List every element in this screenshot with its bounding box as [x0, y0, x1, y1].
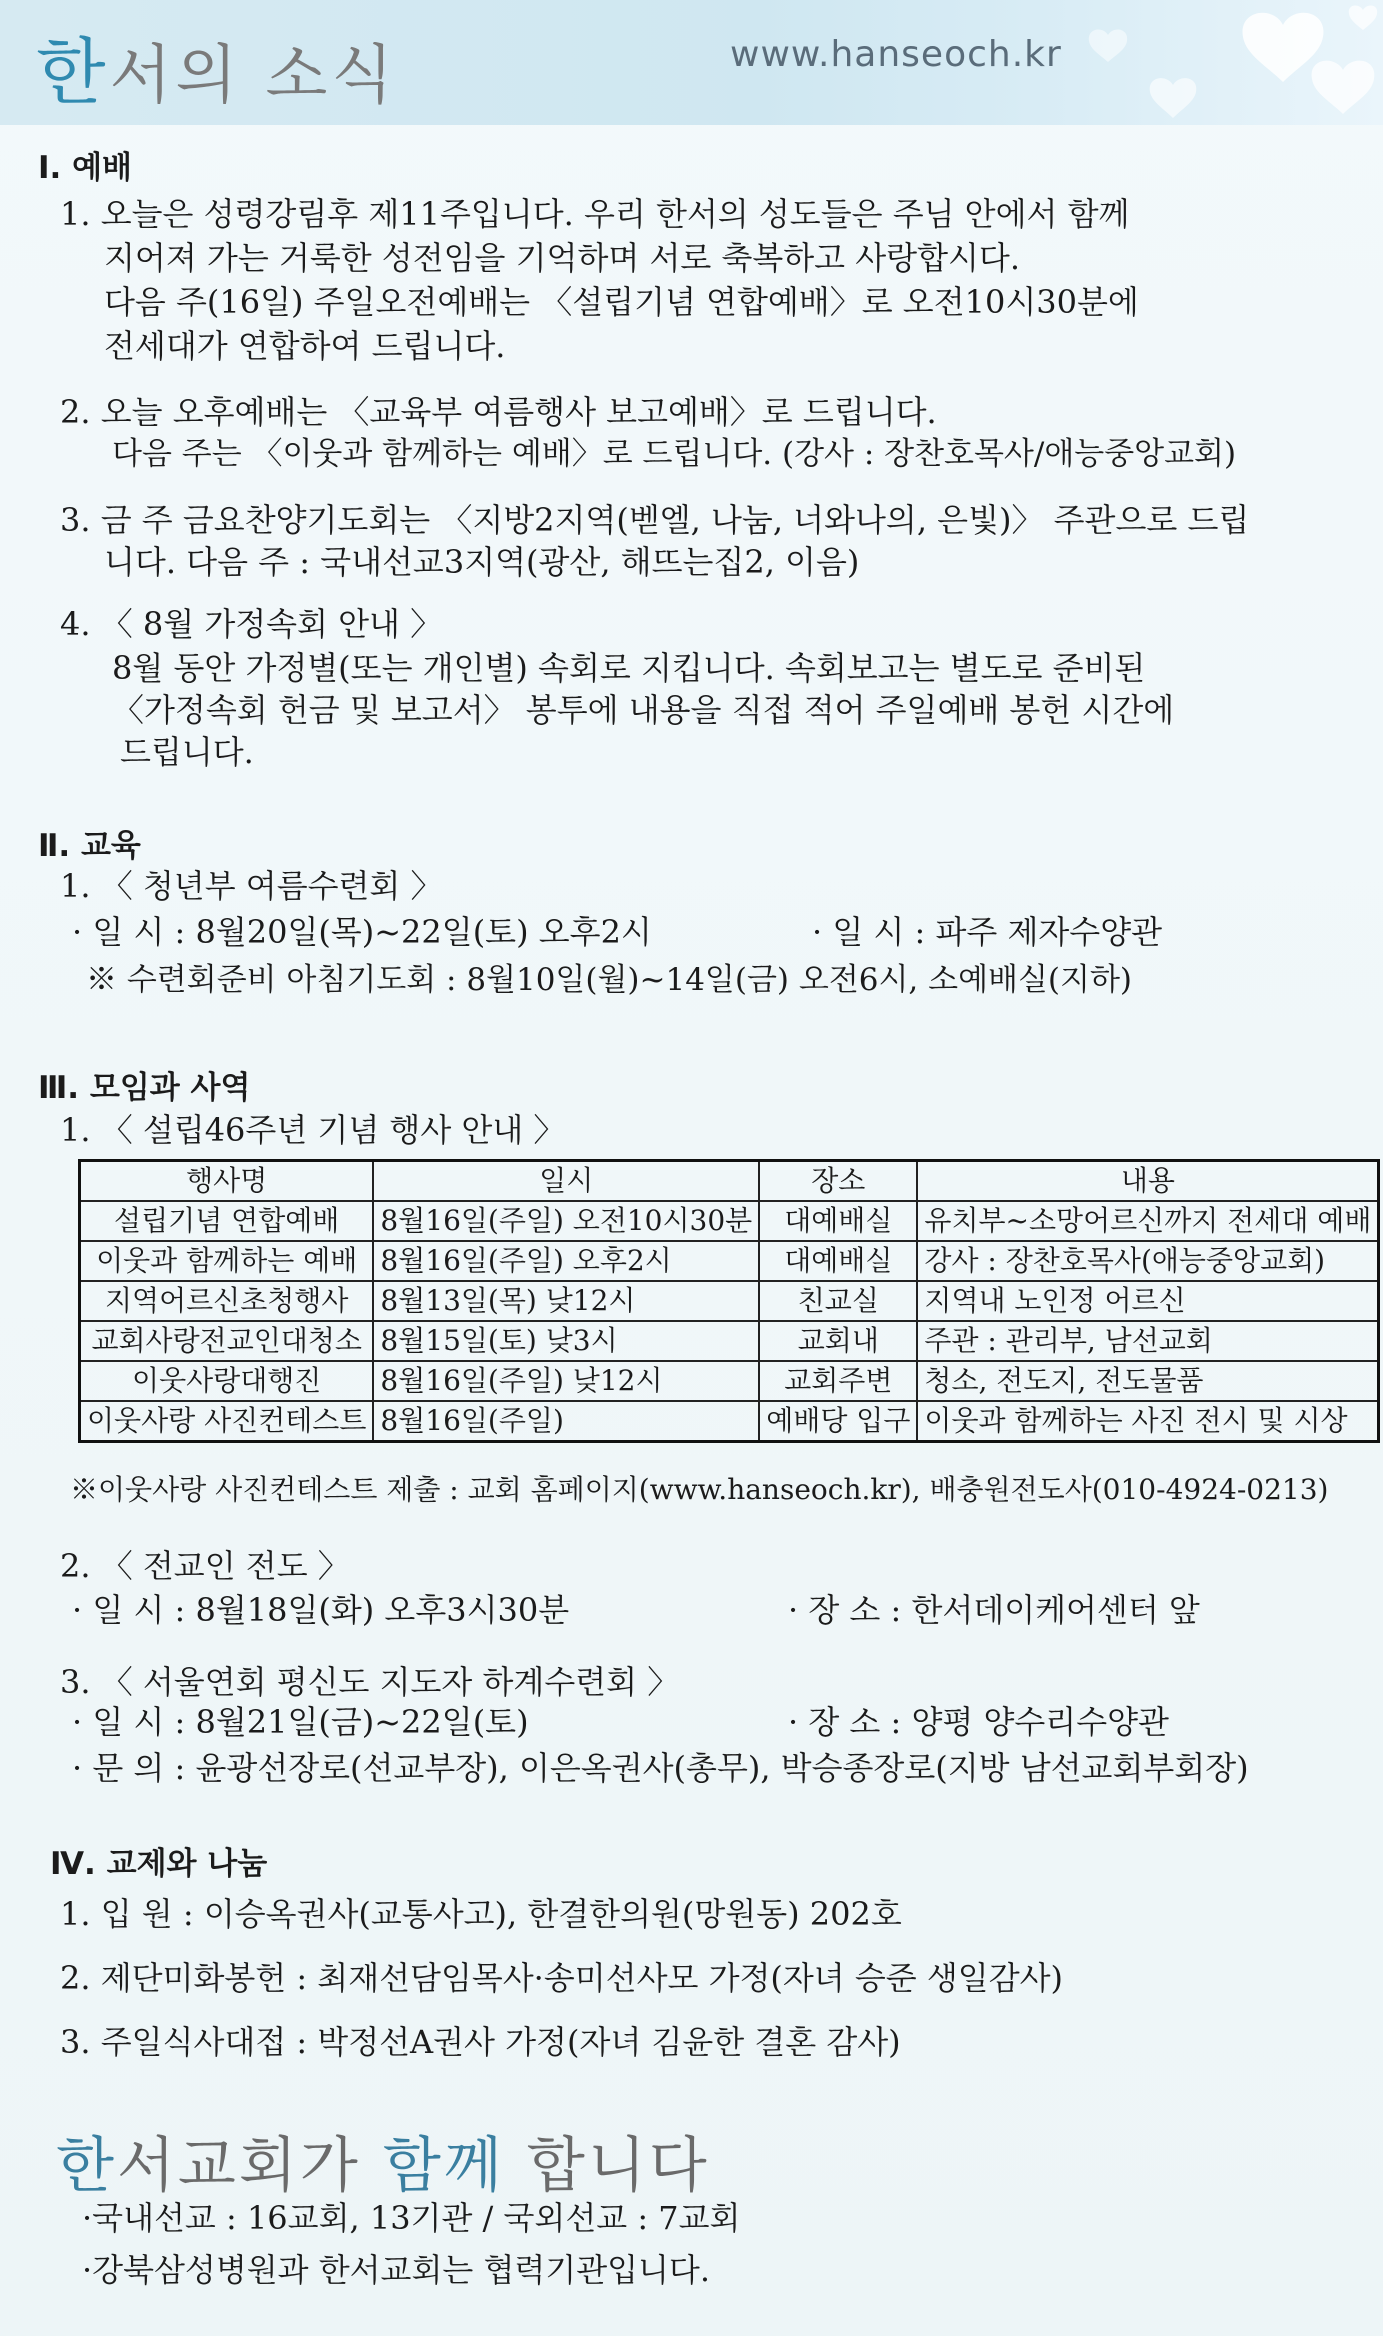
table-cell: 청소, 전도지, 전도물품	[917, 1361, 1378, 1401]
table-cell: 교회주변	[759, 1361, 917, 1401]
worship-item-3-line-1: 3. 금 주 금요찬양기도회는 〈지방2지역(벧엘, 나눔, 너와나의, 은빛)〉 주관으로 드립	[60, 501, 1250, 539]
table-cell: 친교실	[759, 1281, 917, 1321]
table-cell: 예배당 입구	[759, 1401, 917, 1442]
table-cell: 교회내	[759, 1321, 917, 1361]
table-cell: 이웃과 함께하는 사진 전시 및 시상	[917, 1401, 1378, 1442]
anniversary-events-table	[78, 1159, 1380, 1443]
education-note: ※ 수련회준비 아침기도회 : 8월10일(월)~14일(금) 오전6시, 소예배실(지하)	[86, 962, 1133, 998]
table-header-row	[80, 1161, 1379, 1202]
footer-partnership: ·강북삼성병원과 한서교회는 협력기관입니다.	[82, 2251, 711, 2289]
table-cell: 교회사랑전교인대청소	[80, 1321, 374, 1361]
worship-item-1-line-3: 다음 주(16일) 주일오전예배는 〈설립기념 연합예배〉로 오전10시30분에	[104, 283, 1139, 321]
worship-item-4-line-1: 4. 〈 8월 가정속회 안내 〉	[60, 605, 443, 643]
section-education-heading: Ⅱ. 교육	[38, 828, 141, 864]
table-row	[80, 1201, 1379, 1241]
footer-missions: ·국내선교 : 16교회, 13기관 / 국외선교 : 7교회	[82, 2199, 741, 2237]
table-cell: 8월16일(주일) 낮12시	[373, 1361, 759, 1401]
retreat-date: · 일 시 : 8월21일(금)~22일(토)	[72, 1703, 529, 1741]
table-cell: 대예배실	[759, 1201, 917, 1241]
fellowship-item-3: 3. 주일식사대접 : 박정선A권사 가정(자녀 김윤한 결혼 감사)	[60, 2023, 901, 2061]
worship-item-2-line-2: 다음 주는 〈이웃과 함께하는 예배〉로 드립니다. (강사 : 장찬호목사/애능중앙교회)	[112, 436, 1237, 472]
worship-item-1-line-1: 1. 오늘은 성령강림후 제11주입니다. 우리 한서의 성도들은 주님 안에서 함께	[60, 195, 1130, 233]
table-header: 일시	[373, 1161, 759, 1202]
table-row	[80, 1281, 1379, 1321]
evangelism-place: · 장 소 : 한서데이케어센터 앞	[788, 1591, 1200, 1629]
table-cell: 지역어르신초청행사	[80, 1281, 374, 1321]
table-row	[80, 1401, 1379, 1442]
education-item-1: 1. 〈 청년부 여름수련회 〉	[60, 867, 443, 905]
table-cell: 이웃사랑 사진컨테스트	[80, 1401, 374, 1442]
table-row	[80, 1361, 1379, 1401]
hearts-decoration-icon	[1053, 0, 1383, 150]
table-cell: 주관 : 관리부, 남선교회	[917, 1321, 1378, 1361]
table-cell: 설립기념 연합예배	[80, 1201, 374, 1241]
table-row	[80, 1321, 1379, 1361]
meetings-item-2: 2. 〈 전교인 전도 〉	[60, 1547, 350, 1585]
table-cell: 8월16일(주일)	[373, 1401, 759, 1442]
retreat-place: · 장 소 : 양평 양수리수양관	[788, 1703, 1169, 1741]
meetings-item-3: 3. 〈 서울연회 평신도 지도자 하계수련회 〉	[60, 1663, 680, 1701]
table-cell: 유치부~소망어르신까지 전세대 예배	[917, 1201, 1378, 1241]
table-cell: 8월16일(주일) 오전10시30분	[373, 1201, 759, 1241]
table-header: 내용	[917, 1161, 1378, 1202]
table-header: 장소	[759, 1161, 917, 1202]
table-cell: 이웃과 함께하는 예배	[80, 1241, 374, 1281]
table-cell: 8월13일(목) 낮12시	[373, 1281, 759, 1321]
table-cell: 8월16일(주일) 오후2시	[373, 1241, 759, 1281]
section-worship-heading: Ⅰ. 예배	[38, 150, 132, 186]
footer-title: 한서교회가 함께 합니다	[56, 2131, 710, 2201]
fellowship-item-1: 1. 입 원 : 이승옥권사(교통사고), 한결한의원(망원동) 202호	[60, 1895, 902, 1933]
meetings-item-1: 1. 〈 설립46주년 기념 행사 안내 〉	[60, 1111, 566, 1149]
table-cell: 지역내 노인정 어르신	[917, 1281, 1378, 1321]
newsletter-title: 한서의 소식	[36, 30, 398, 114]
worship-item-1-line-4: 전세대가 연합하여 드립니다.	[104, 327, 506, 365]
table-cell: 8월15일(토) 낮3시	[373, 1321, 759, 1361]
table-cell: 대예배실	[759, 1241, 917, 1281]
website-url: www.hanseoch.kr	[730, 34, 1062, 75]
worship-item-1-line-2: 지어져 가는 거룩한 성전임을 기억하며 서로 축복하고 사랑합시다.	[104, 239, 1021, 277]
worship-item-3-line-2: 니다. 다음 주 : 국내선교3지역(광산, 해뜨는집2, 이음)	[104, 543, 860, 581]
section-fellowship-heading: Ⅳ. 교제와 나눔	[50, 1846, 268, 1882]
worship-item-4-line-3: 〈가정속회 헌금 및 보고서〉 봉투에 내용을 직접 적어 주일예배 봉헌 시간에	[112, 691, 1175, 729]
education-date: · 일 시 : 8월20일(목)~22일(토) 오후2시	[72, 913, 652, 951]
worship-item-2-line-1: 2. 오늘 오후예배는 〈교육부 여름행사 보고예배〉로 드립니다.	[60, 393, 937, 431]
table-cell: 이웃사랑대행진	[80, 1361, 374, 1401]
table-header: 행사명	[80, 1161, 374, 1202]
table-cell: 강사 : 장찬호목사(애능중앙교회)	[917, 1241, 1378, 1281]
evangelism-date: · 일 시 : 8월18일(화) 오후3시30분	[72, 1591, 570, 1629]
retreat-contact: · 문 의 : 윤광선장로(선교부장), 이은옥권사(총무), 박승종장로(지방 남선교회부회장)	[72, 1749, 1249, 1787]
contest-note: ※이웃사랑 사진컨테스트 제출 : 교회 홈페이지(www.hanseoch.kr), 배충원전도사(010-4924-0213)	[70, 1473, 1329, 1506]
education-place: · 일 시 : 파주 제자수양관	[812, 913, 1163, 951]
worship-item-4-line-4: 드립니다.	[120, 733, 254, 771]
fellowship-item-2: 2. 제단미화봉헌 : 최재선담임목사·송미선사모 가정(자녀 승준 생일감사)	[60, 1959, 1064, 1997]
worship-item-4-line-2: 8월 동안 가정별(또는 개인별) 속회로 지킵니다. 속회보고는 별도로 준비된	[112, 649, 1146, 687]
table-row	[80, 1241, 1379, 1281]
section-meetings-heading: Ⅲ. 모임과 사역	[38, 1070, 251, 1106]
